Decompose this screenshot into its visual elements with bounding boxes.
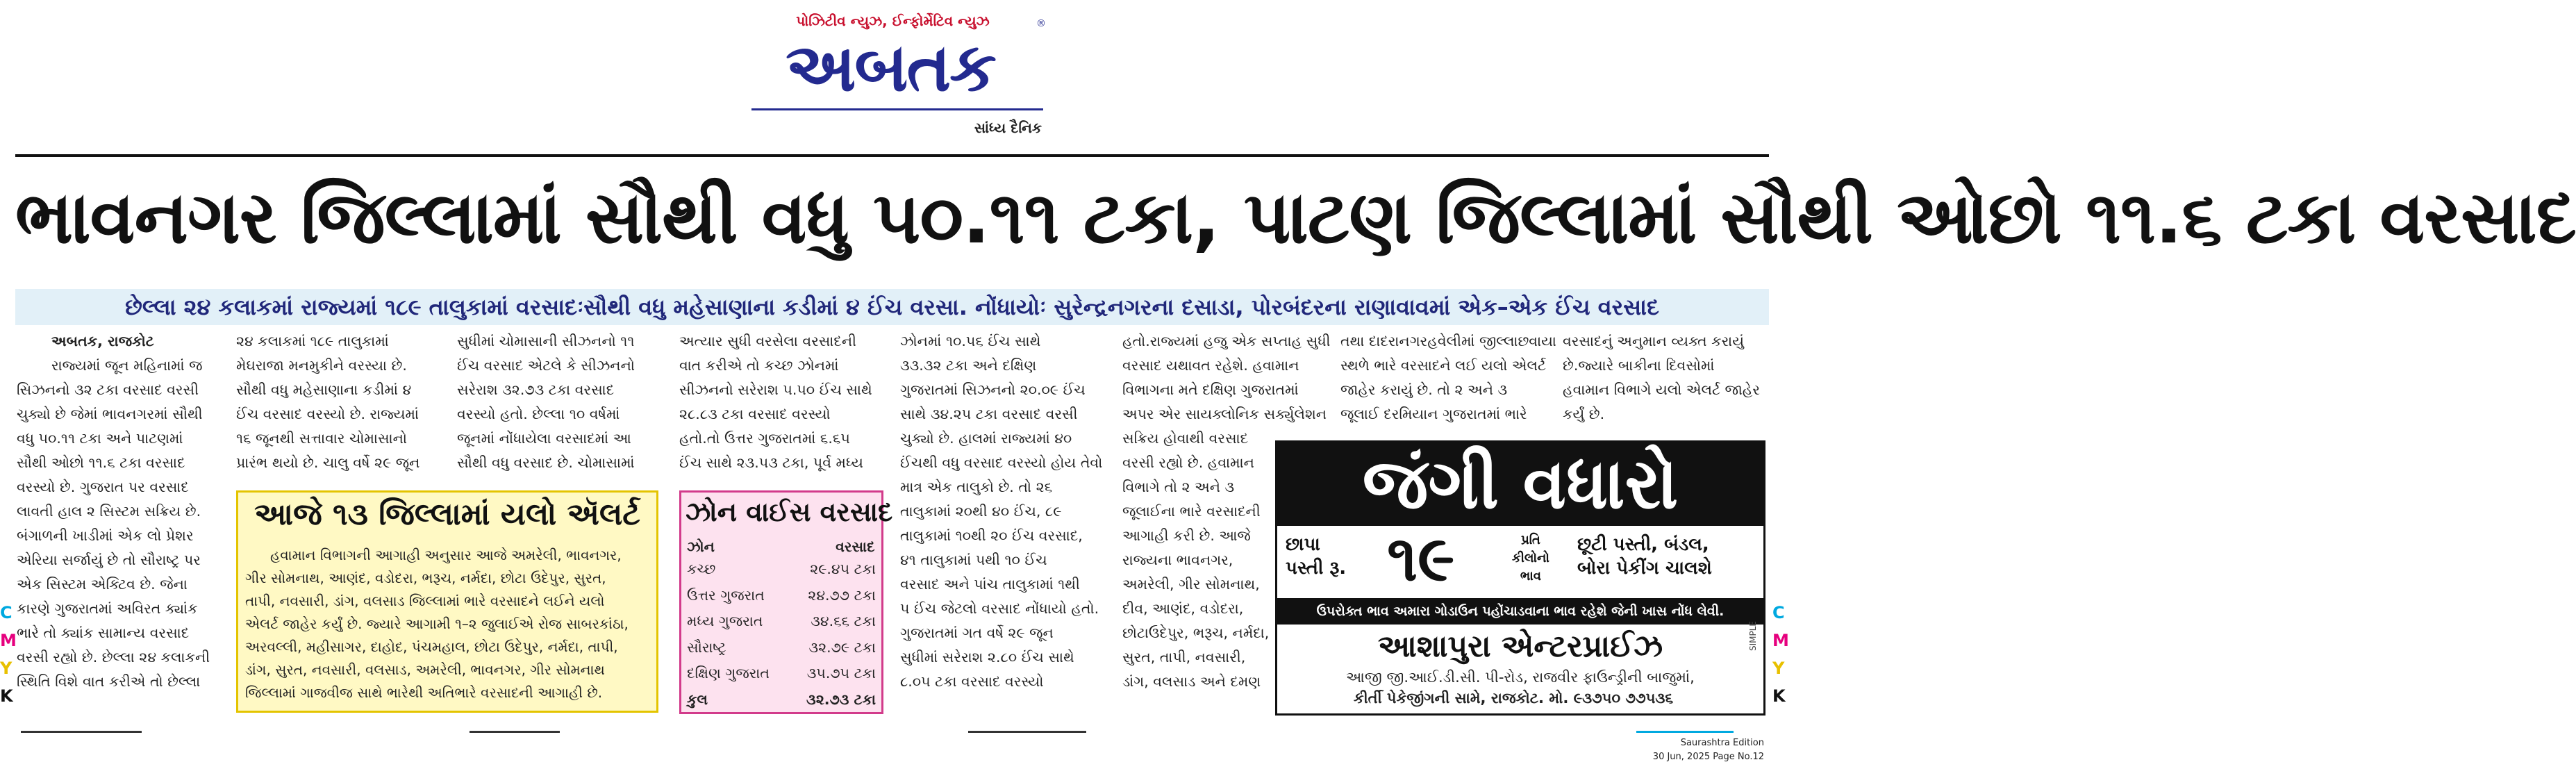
- text-line: ૧૬ જૂનથી સત્તાવાર ચોમાસાનો: [236, 430, 408, 447]
- zone-rain: ૩૨.૭૯ ટકા: [808, 638, 876, 656]
- advertisement: [1275, 440, 1765, 716]
- ad-offer-line-2: બોરા પેકીંગ ચાલશે: [1577, 558, 1712, 579]
- zone-rainfall-box: [679, 490, 893, 714]
- text-line: મેઘરાજા મનમુકીને વરસ્યા છે.: [236, 357, 407, 374]
- text-line: ૩૩.૩૨ ટકા અને દક્ષિણ: [900, 357, 1037, 374]
- text-line: તાલુકામાં ૧૦થી ૨૦ ઈંચ વરસાદ,: [900, 527, 1083, 544]
- byline: અબતક, રાજકોટ: [51, 333, 154, 349]
- masthead-tagline: પોઝિટીવ ન્યુઝ, ઈન્ફોર્મેટિવ ન્યુઝ: [796, 13, 990, 29]
- zone-total-label: કુલ: [687, 691, 708, 708]
- cmyk-k: K: [1772, 686, 1786, 706]
- text-line: વરસી રહ્યો છે. હવામાન: [1122, 454, 1254, 471]
- article-column-3: [457, 329, 660, 475]
- text-line: જૂલાઈના ભારે વરસાદની: [1122, 503, 1261, 520]
- text-line: અમરેલી, ગીર સોમનાથ,: [1122, 576, 1260, 593]
- zone-total-row: [687, 687, 876, 713]
- text-line: વાત કરીએ તો કચ્છ ઝોનમાં: [679, 357, 839, 374]
- text-line: ઝોનમાં ૧૦.૫૬ ઈંચ સાથે: [900, 333, 1041, 349]
- text-line: તાલુકામાં ૨૦થી ૪૦ ઈંચ, ૮૯: [900, 503, 1062, 520]
- text-line: ચુક્યો છે. હાલમાં રાજ્યમાં ૪૦: [900, 430, 1072, 447]
- text-line: સુધીમાં સરેરાશ ૨.૮૦ ઈંચ સાથે: [900, 649, 1074, 665]
- zone-header-rain: વરસાદ: [836, 538, 875, 555]
- column-5-text: [900, 329, 1104, 694]
- text-line: વરસ્યો હતો. છેલ્લા ૧૦ વર્ષમાં: [457, 406, 620, 422]
- text-line: વરસ્યો છે. ગુજરાત પર વરસાદ: [17, 479, 189, 495]
- yellow-alert-box: [236, 490, 658, 713]
- ad-side-mark: SIMPLE: [1748, 620, 1758, 651]
- text-line: બંગાળની ખાડીમાં એક લો પ્રેશર: [17, 527, 194, 544]
- masthead-divider: [15, 154, 1769, 157]
- text-line: ઈંચથી વધુ વરસાદ વરસ્યો હોય તેવો: [900, 454, 1103, 471]
- text-line: સિઝનનો ૩૨ ટકા વરસાદ વરસી: [17, 381, 199, 398]
- text-line: અરવલ્લી, મહીસાગર, દાહોદ, પંચમહાલ, છોટા ઉદેપુર, નર્મદા, તાપી,: [245, 638, 618, 655]
- text-line: જૂલાઈ દરમિયાન ગુજરાતમાં ભારે: [1340, 406, 1527, 422]
- text-line: સક્રિય હોવાથી વરસાદ: [1122, 430, 1249, 447]
- ad-offer-text: [1577, 533, 1759, 580]
- table-row: [687, 583, 876, 609]
- article-column-2: [236, 329, 438, 475]
- text-line: ઈંચ વરસાદ વરસ્યો છે. રાજ્યમાં: [236, 406, 419, 422]
- text-line: વધુ ૫૦.૧૧ ટકા અને પાટણમાં: [17, 430, 183, 447]
- text-line: તાપી, નવસારી, ડાંગ, વલસાડ જિલ્લામાં ભારે વરસાદને લઈને યલો: [245, 593, 605, 609]
- ad-label-line-1: છાપા: [1286, 534, 1320, 555]
- text-line: રાજ્યમાં જૂન મહિનામાં જ: [51, 357, 203, 374]
- zone-name: ઉત્તર ગુજરાત: [687, 586, 765, 604]
- table-row: [687, 556, 876, 583]
- text-line: ગીર સોમનાથ, આણંદ, વડોદરા, ભરૂચ, નર્મદા, છોટા ઉદેપુર, સુરત,: [245, 570, 606, 586]
- column-8-text: [1563, 329, 1767, 427]
- text-line: ડાંગ, સુરત, નવસારી, વલસાડ, અમરેલી, ભાવનગર, ગીર સોમનાથ: [245, 661, 605, 678]
- article-column-1: [17, 329, 217, 694]
- article-column-5: [900, 329, 1104, 694]
- zone-rain: ૩૪.૬૬ ટકા: [811, 613, 876, 630]
- logo-text: અબતક: [786, 28, 995, 106]
- text-line: વરસાદ અને પાંચ તાલુકામાં ૧થી: [900, 576, 1080, 593]
- zone-box-title: ઝોન વાઈસ વરસાદ: [685, 497, 893, 527]
- text-line: જૂનમાં નોંધાયેલા વરસાદમાં આ: [457, 430, 631, 447]
- registered-mark: ®: [1036, 18, 1046, 29]
- text-line: વરસાદનું અનુમાન વ્યક્ત કરાયું: [1563, 333, 1744, 349]
- cmyk-marks-right: [1772, 599, 1789, 710]
- text-line: સ્થિતિ વિશે વાત કરીએ તો છેલ્લા: [17, 673, 201, 690]
- ad-per-line-2: કીલોનો: [1512, 551, 1549, 565]
- ad-per-line-1: પ્રતિ: [1521, 533, 1540, 547]
- ad-address-line-1: આજી જી.આઈ.ડી.સી. પી-રોડ, રાજવીર ફાઉન્ડ્રીની બાજુમાં,: [1346, 669, 1695, 686]
- article-column-4: [679, 329, 883, 475]
- cmyk-m: M: [1772, 631, 1789, 650]
- footer-date-page: 30 Jun, 2025 Page No.12: [1652, 752, 1764, 762]
- text-line: ૨૪ કલાકમાં ૧૮૯ તાલુકામાં: [236, 333, 389, 349]
- text-line: એલર્ટ જાહેર કર્યું છે. જ્યારે આગામી ૧–૨ જુલાઈએ રોજ સાબરકાંઠા,: [245, 615, 629, 632]
- text-line: વરસાદ યથાવત રહેશે. હવામાન: [1122, 357, 1299, 374]
- crop-mark: [470, 731, 560, 733]
- text-line: સરેરાશ ૩૨.૭૩ ટકા વરસાદ: [457, 381, 615, 398]
- text-line: ગુજરાતમાં ગત વર્ષે ૨૯ જૂન: [900, 625, 1054, 641]
- text-line: છે.જ્યારે બાકીના દિવસોમાં: [1563, 357, 1715, 374]
- text-line: હવામાન વિભાગની આગાહી અનુસાર આજે અમરેલી, ભાવનગર,: [270, 547, 622, 563]
- crop-mark: [21, 731, 142, 733]
- ad-per-unit: [1512, 531, 1549, 586]
- zone-rainfall-table: [687, 537, 876, 713]
- cmyk-k: K: [0, 686, 13, 706]
- text-line: ૫ ઈંચ જેટલો વરસાદ નોંધાયો હતો.: [900, 600, 1099, 617]
- footer-edition: Saurashtra Edition: [1680, 738, 1764, 748]
- text-line: સુધીમાં ચોમાસાની સીઝનનો ૧૧: [457, 333, 635, 349]
- text-line: દીવ, આણંદ, વડોદરા,: [1122, 600, 1244, 617]
- zone-name: કચ્છ: [687, 561, 716, 578]
- cmyk-c: C: [1772, 603, 1785, 622]
- cmyk-y: Y: [0, 659, 13, 678]
- ad-company-name: આશાપુરા એન્ટરપ્રાઈઝ: [1377, 629, 1663, 664]
- text-line: આગાહી કરી છે. આજે: [1122, 527, 1251, 544]
- zone-rain: ૩૫.૭૫ ટકા: [806, 665, 876, 682]
- newspaper-logo: [738, 26, 1043, 108]
- column-3-text: [457, 329, 660, 475]
- zone-rain: ૨૪.૭૭ ટકા: [808, 586, 876, 604]
- text-line: સુરત, તાપી, નવસારી,: [1122, 649, 1246, 665]
- ad-offer-line-1: છૂટી પસ્તી, બંડલ,: [1577, 534, 1709, 555]
- logo-underline: [751, 108, 1043, 110]
- text-line: હવામાન વિભાગે યલો એલર્ટ જાહેર: [1563, 381, 1760, 398]
- ad-address-line-2: કીર્તી પેકેજીંગની સામે, રાજકોટ. મો. ૯૩૭૫૦ ૭૭૫૩૬: [1353, 690, 1674, 706]
- zone-table-header: [687, 537, 876, 556]
- zone-header-zone: ઝોન: [687, 538, 715, 555]
- cmyk-c: C: [0, 603, 13, 622]
- zone-name: મધ્ય ગુજરાત: [687, 613, 763, 630]
- cmyk-marks-left: [0, 599, 17, 710]
- text-line: ઈંચ સાથે ૨૩.૫૩ ટકા, પૂર્વ મધ્ય: [679, 454, 863, 471]
- column-4-text: [679, 329, 883, 475]
- article-column-7: [1340, 329, 1556, 427]
- text-line: વિભાગે તો ૨ અને ૩: [1122, 479, 1235, 495]
- text-line: રાજ્યના ભાવનગર,: [1122, 552, 1233, 568]
- alert-box-text: [245, 544, 651, 704]
- column-2-text: [236, 329, 438, 475]
- column-1-text: [17, 354, 217, 694]
- ad-label-line-2: પસ્તી રૂ.: [1286, 558, 1347, 579]
- text-line: ૮.૦૫ ટકા વરસાદ વરસ્યો: [900, 673, 1044, 690]
- main-headline: ભાવનગર જિલ્લામાં સૌથી વધુ ૫૦.૧૧ ટકા, પાટણ જિલ્લામાં સૌથી ઓછો ૧૧.૬ ટકા વરસાદ: [15, 175, 2576, 260]
- text-line: હતો.રાજ્યમાં હજુ એક સપ્તાહ સુધી: [1122, 333, 1331, 349]
- ad-price-label: [1286, 533, 1346, 580]
- text-line: તથા દાદરાનગરહવેલીમાં જીલ્લાછવાયા: [1340, 333, 1556, 349]
- text-line: જાહેર કરાયું છે. તો ૨ અને ૩: [1340, 381, 1508, 398]
- ad-notice-strip: ઉપરોક્ત ભાવ અમારા ગોડાઉન પહોંચાડવાના ભાવ રહેશે જેની ખાસ નોંધ લેવી.: [1277, 598, 1763, 625]
- text-line: જિલ્લામાં ગાજવીજ સાથે ભારેથી અતિભારે વરસાદની આગાહી છે.: [245, 684, 603, 701]
- masthead-subtitle: સાંધ્ય દૈનિક: [974, 119, 1042, 136]
- table-row: [687, 635, 876, 661]
- zone-name: દક્ષિણ ગુજરાત: [687, 665, 770, 682]
- text-line: છોટાઉદેપુર, ભરૂચ, નર્મદા,: [1122, 625, 1270, 641]
- crop-mark: [1636, 731, 1734, 733]
- text-line: ૨૮.૮૩ ટકા વરસાદ વરસ્યો: [679, 406, 831, 422]
- table-row: [687, 661, 876, 687]
- text-line: વરસી રહ્યો છે. છેલ્લા ૨૪ કલાકની: [17, 649, 210, 665]
- text-line: ચુક્યો છે જેમાં ભાવનગરમાં સૌથી: [17, 406, 203, 422]
- text-line: સૌથી ઓછો ૧૧.૬ ટકા વરસાદ: [17, 454, 185, 471]
- ad-per-line-3: ભાવ: [1520, 569, 1541, 584]
- text-line: કારણે ગુજરાતમાં અવિરત ક્યાંક: [17, 600, 198, 617]
- text-line: માત્ર એક તાલુકો છે. તો ૨૬: [900, 479, 1053, 495]
- text-line: વિભાગના મતે દક્ષિણ ગુજરાતમાં: [1122, 381, 1299, 398]
- article-column-8: [1563, 329, 1767, 427]
- text-line: સીઝનનો સરેરાશ ૫.૫૦ ઈંચ સાથે: [679, 381, 872, 398]
- text-line: અત્યાર સુધી વરસેલા વરસાદની: [679, 333, 857, 349]
- text-line: હતો.તો ઉત્તર ગુજરાતમાં ૬.૬૫: [679, 430, 850, 447]
- alert-box-title: આજે ૧૩ જિલ્લામાં યલો ઍલર્ટ: [254, 497, 640, 532]
- text-line: ભારે તો ક્યાંક સામાન્ય વરસાદ: [17, 625, 190, 641]
- column-7-text: [1340, 329, 1556, 427]
- text-line: સૌથી વધુ વરસાદ છે. ચોમાસામાં: [457, 454, 635, 471]
- text-line: એક સિસ્ટમ એક્ટિવ છે. જેના: [17, 576, 188, 593]
- zone-rain: ૨૯.૪૫ ટકા: [810, 561, 876, 578]
- text-line: ઈંચ વરસાદ એટલે કે સીઝનનો: [457, 357, 635, 374]
- text-line: સૌથી વધુ મહેસાણાના કડીમાં ૪: [236, 381, 412, 398]
- text-line: એરિયા સર્જાયું છે તો સૌરાષ્ટ્ર પર: [17, 552, 201, 568]
- text-line: અપર એર સાયક્લોનિક સર્ક્યુલેશન: [1122, 406, 1327, 422]
- text-line: સ્થળે ભારે વરસાદને લઈ યલો એલર્ટ: [1340, 357, 1546, 374]
- table-row: [687, 609, 876, 635]
- cmyk-y: Y: [1772, 659, 1785, 678]
- text-line: ૪૧ તાલુકામાં ૫થી ૧૦ ઈંચ: [900, 552, 1047, 568]
- cmyk-m: M: [0, 631, 17, 650]
- text-line: પ્રારંભ થયો છે. ચાલુ વર્ષે ૨૯ જૂન: [236, 454, 420, 471]
- text-line: ડાંગ, વલસાડ અને દમણ: [1122, 673, 1261, 690]
- ad-price: ૧૯: [1387, 522, 1455, 595]
- text-line: સાથે ૩૪.૨૫ ટકા વરસાદ વરસી: [900, 406, 1078, 422]
- zone-total-value: ૩૨.૭૩ ટકા: [806, 691, 876, 708]
- text-line: લાવતી હાલ ૨ સિસ્ટમ સક્રિય છે.: [17, 503, 201, 520]
- zone-name: સૌરાષ્ટ્ર: [687, 638, 726, 656]
- ad-headline: જંગી વધારો: [1277, 443, 1763, 526]
- sub-headline: છેલ્લા ૨૪ કલાકમાં રાજ્યમાં ૧૮૯ તાલુકામાં વરસાદઃસૌથી વધુ મહેસાણાના કડીમાં ૪ ઈંચ વરસા. નોંધાયોઃ સુરેન્દ્રનગરના દસાડા, પોરબંદરના રાણાવાવમાં એક–એક ઈંચ વરસાદ: [15, 289, 1769, 325]
- text-line: કર્યું છે.: [1563, 406, 1605, 422]
- crop-mark: [968, 731, 1086, 733]
- text-line: ગુજરાતમાં સિઝનનો ૨૦.૦૯ ઈંચ: [900, 381, 1086, 398]
